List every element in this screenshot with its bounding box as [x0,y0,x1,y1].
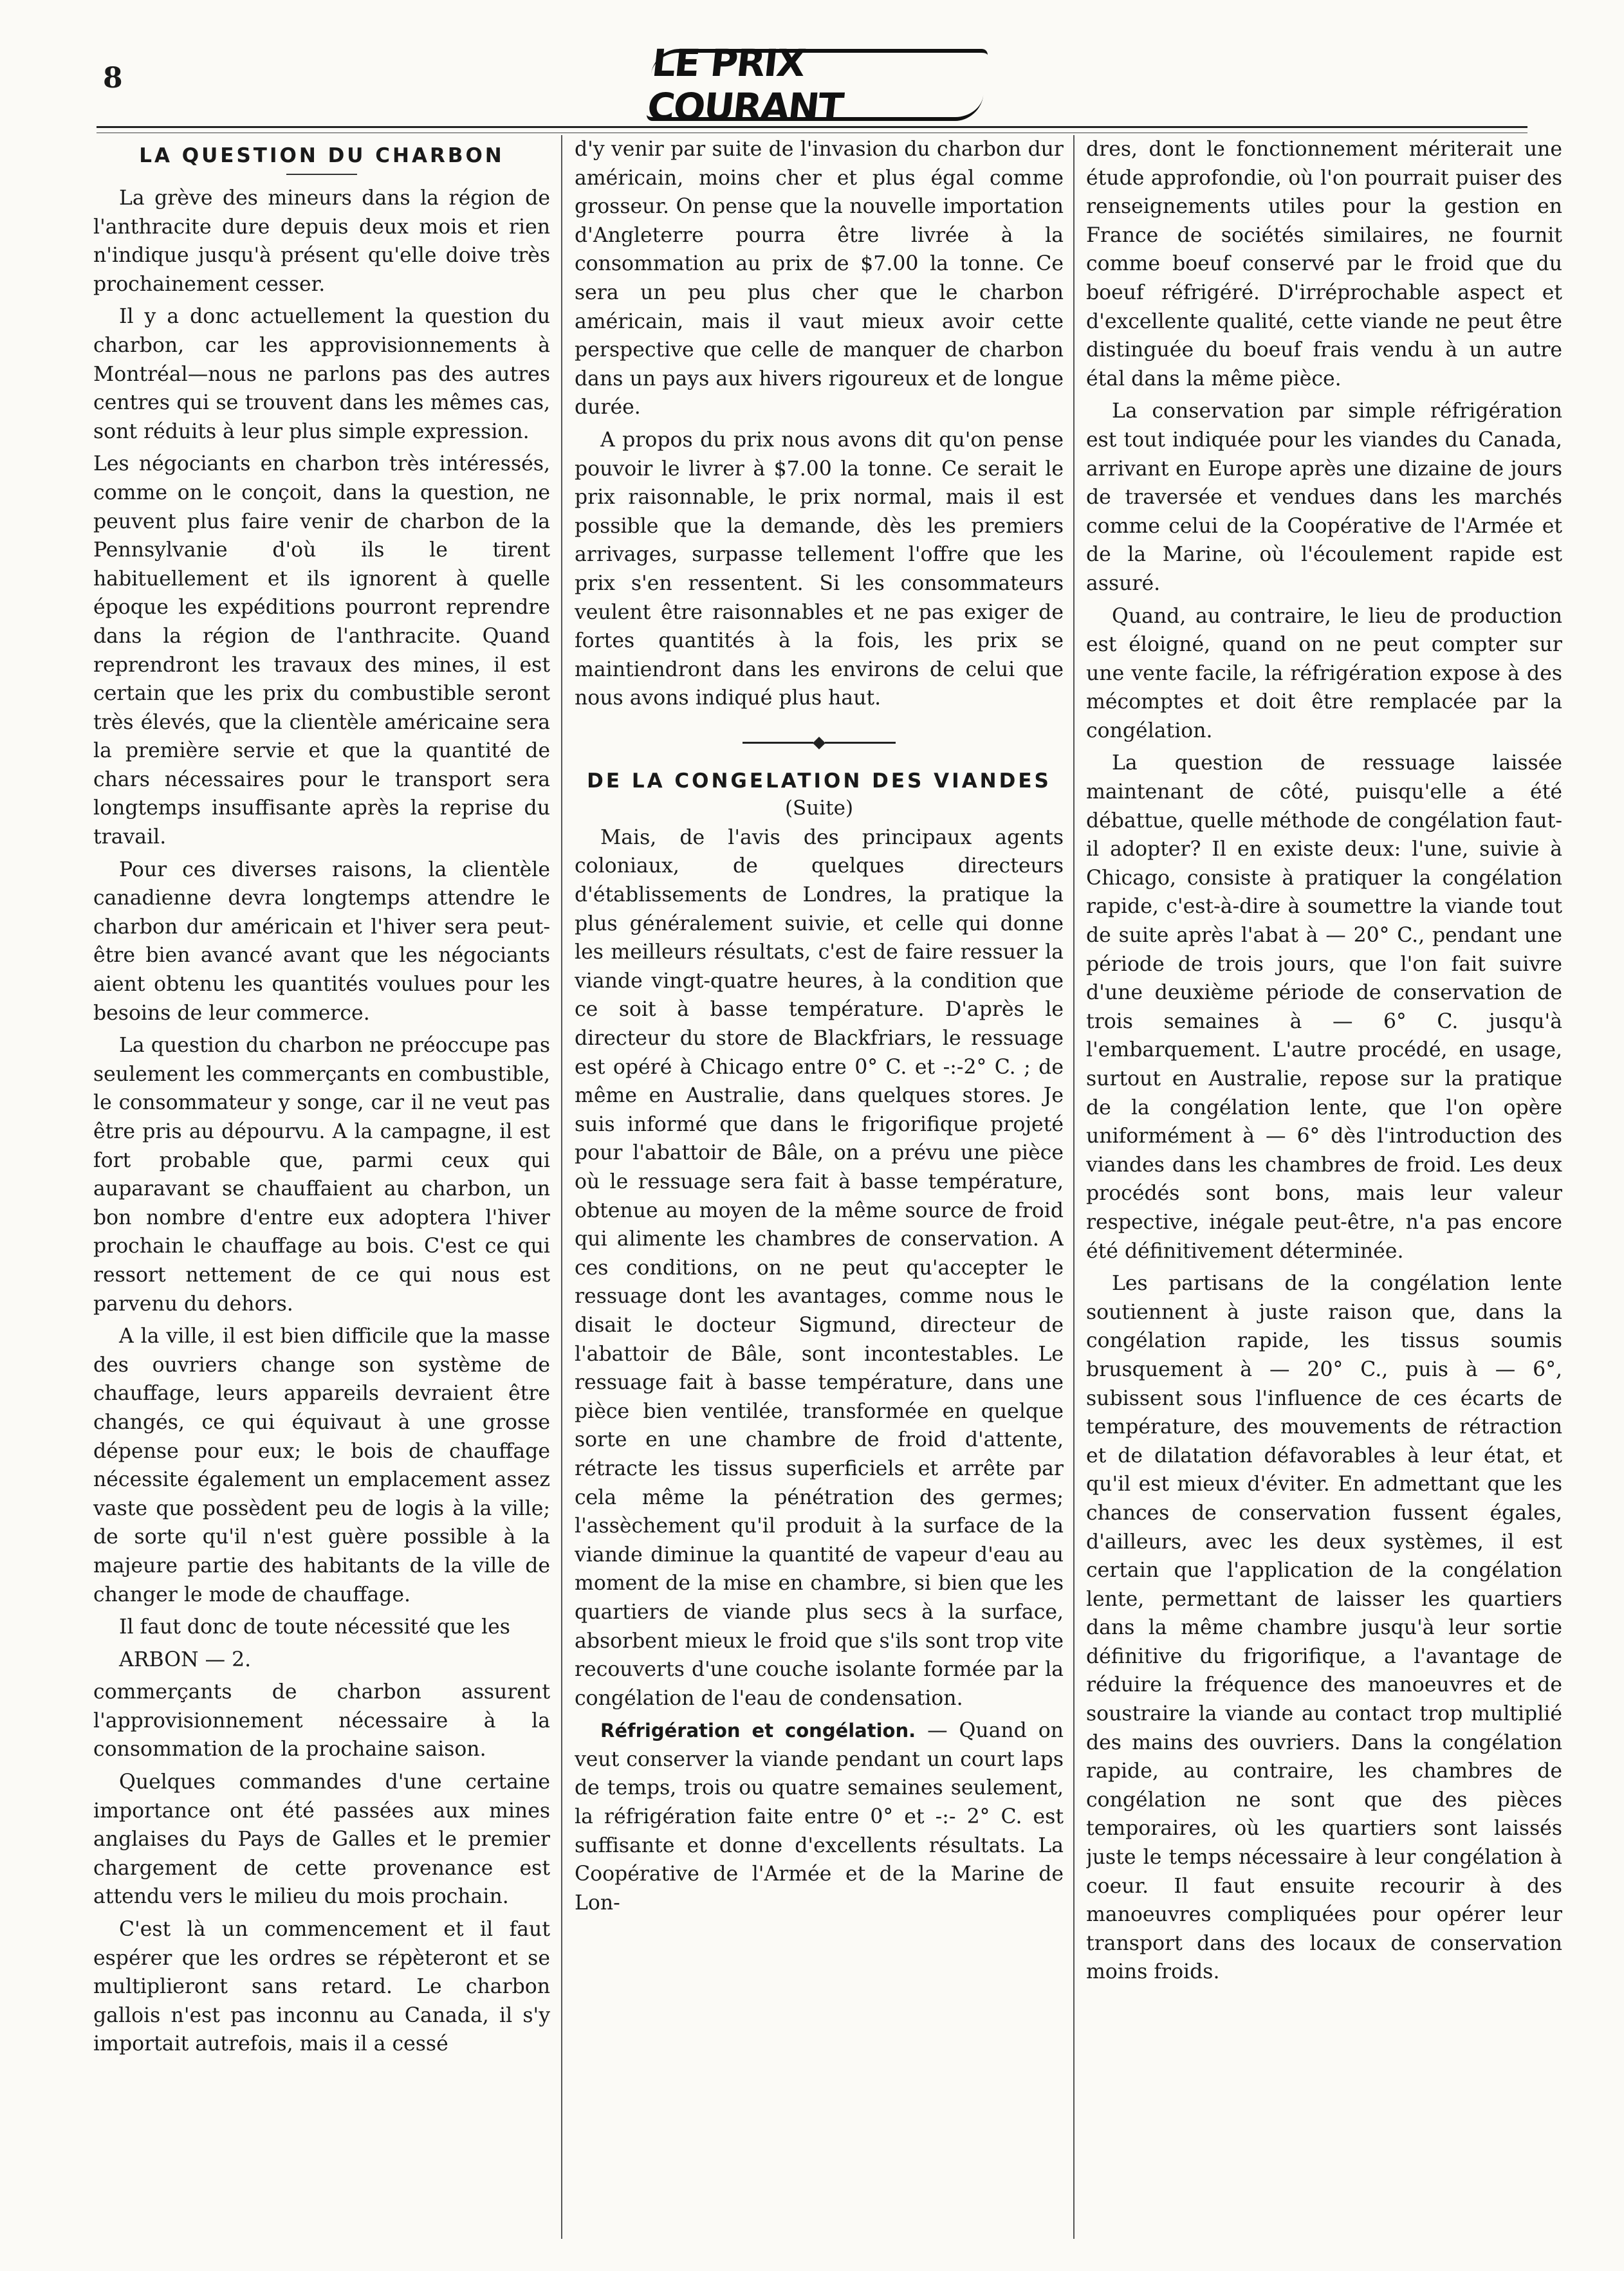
column-divider [561,135,562,2239]
paragraph: commerçants de charbon assurent l'approvisionnement nécessaire à la consommation de la prochaine saison. [93,1680,550,1761]
article-subtitle: (Suite) [784,796,854,820]
paragraph: Pour ces diverses raisons, la clientèle canadienne devra longtemps attendre le charbon dur américain et l'hiver sera peut-être bien avancé avant que les négociants aient obtenu les quantités voulues pour les besoins de leur commerce. [93,858,550,1025]
masthead-logo: LE PRIX COURANT [646,49,988,121]
column-left [93,135,550,2239]
paragraph: Il y a donc actuellement la question du charbon, car les approvisionnements à Montréal—nous ne parlons pas des autres centres qui se trouvent dans les mêmes cas, sont réduits à leur plus simple expression. [93,305,550,443]
paragraph: La question de ressuage laissée maintenant de côté, puisqu'elle a été débattue, quelle méthode de congélation faut-il adopter? Il en existe deux: l'une, suivie à Chicago, consiste à pratiquer la congélation rapide, c'est-à-dire à soumettre la viande tout de suite après l'abat à — 20° C., pendant une période de trois jours, que l'on fait suivre d'une deuxième période de conservation de trois semaines à — 6° C. jusqu'à l'embarquement. L'autre procédé, en usage, surtout en Australie, repose sur la pratique de la congélation lente, que l'on opère uniformément à — 6° dès l'introduction des viandes dans les chambres de froid. Les deux procédés sont bons, mais leur valeur respective, inégale peut-être, n'a pas encore été définitivement déterminée. [1086,751,1562,1263]
title-rule [286,174,357,175]
paragraph: A la ville, il est bien difficile que la masse des ouvriers change son système de chauffage, leurs appareils devraient être changés, ce qui équivaut à une grosse dépense pour eux; le bois de chauffage nécessite également un emplacement assez vaste que possèdent peu de logis à la ville; de sorte qu'il n'est guère possible à la majeure partie des habitants de la ville de changer le mode de chauffage. [93,1325,550,1606]
paragraph: La conservation par simple réfrigération est tout indiquée pour les viandes du Canada, arrivant en Europe après une dizaine de jours de traversée et vendues dans les marchés comme celui de la Coopérative de l'Armée et de la Marine, où l'écoulement rapide est assuré. [1086,400,1562,595]
paragraph: A propos du prix nous avons dit qu'on pense pouvoir le livrer à $7.00 la tonne. Ce serait le prix raisonnable, le prix normal, mais il est possible que la demande, dès les premiers arrivages, surpasse tellement l'offre que les prix s'en ressentent. Si les consommateurs veulent être raisonnables et ne pas exiger de fortes quantités à la fois, les prix se maintiendront dans les environs de celui que nous avons indiqué plus haut. [575,428,1064,710]
paragraph [575,1716,1064,1917]
paragraph: Quelques commandes d'une certaine importance ont été passées aux mines anglaises du Pays de Galles et le premier chargement de cette provenance est attendu vers le milieu du mois prochain. [93,1770,550,1909]
paragraph: dres, dont le fonctionnement mériterait une étude approfondie, où l'on pourrait puiser des renseignements utiles pour la gestion en France de sociétés similaires, ne fournit comme boeuf conservé par le froid que du boeuf réfrigéré. D'irréprochable aspect et d'excellente qualité, cette viande ne peut être distinguée du boeuf frais vendu à un autre étal dans la même pièce. [1086,138,1562,391]
paragraph: C'est là un commencement et il faut espérer que les ordres se répèteront et se multiplieront sans retard. Le charbon gallois n'est pas inconnu au Canada, il s'y importait autrefois, mais il a cessé [93,1918,550,2056]
misprint-line: ARBON — 2. [119,1648,252,1671]
column-divider [1073,135,1075,2239]
paragraph: d'y venir par suite de l'invasion du charbon dur américain, moins cher et plus égal comme grosseur. On pense que la nouvelle importation d'Angleterre pourra être livrée à la consommation au prix de $7.00 la tonne. Ce sera un peu plus cher que le charbon américain, mais il vaut mieux avoir cette perspective que celle de manquer de charbon dans un pays aux hivers rigoureux et de longue durée. [575,138,1064,419]
article-title: LA QUESTION DU CHARBON [139,144,504,167]
paragraph: La grève des mineurs dans la région de l'anthracite dure depuis deux mois et rien n'indique jusqu'à présent qu'elle doive très prochainement cesser. [93,187,550,296]
paragraph: Les partisans de la congélation lente soutiennent à juste raison que, dans la congélation rapide, les tissus soumis brusquement à — 20° C., puis à — 6°, subissent sous l'influence de ces écarts de température, des mouvements de rétraction et de dilatation défavorables à leur état, et qu'il est mieux d'éviter. En admettant que les chances de conservation fussent égales, d'ailleurs, avec les deux systèmes, il est certain que l'application de la congélation lente, permettant de laisser les quartiers dans la même chambre jusqu'à leur sortie définitive du frigorifique, a l'avantage de réduire la fréquence des manoeuvres et de soustraire la viande au contact trop multiplié des mains des ouvriers. Dans la congélation rapide, au contraire, les chambres de congélation ne sont que des pièces temporaires, où les quartiers sont laissés juste le temps nécessaire à leur congélation à coeur. Il faut ensuite recourir à des manoeuvres compliquées pour opérer leur transport dans des locaux de conservation moins froids. [1086,1272,1562,1984]
page-number: 8 [103,62,123,95]
column-right [1086,135,1562,2239]
paragraph: La question du charbon ne préoccupe pas seulement les commerçants en combustible, le consommateur y songe, car il ne veut pas être pris au dépourvu. A la campagne, il est fort probable que, parmi ceux qui auparavant se chauffaient au charbon, un bon nombre d'entre eux adoptera l'hiver prochain le chauffage au bois. C'est ce qui ressort nettement de ce qui nous est parvenu du dehors. [93,1034,550,1316]
paragraph: Quand, au contraire, le lieu de production est éloigné, quand on ne peut compter sur une vente facile, la réfrigération expose à des mécomptes et doit être remplacée par la congélation. [1086,604,1562,742]
paragraph: Les négociants en charbon très intéressés, comme on le conçoit, dans la question, ne peuvent plus faire venir de charbon de la Pennsylvanie d'où ils le tirent habituellement et ils ignorent à quelle époque les expéditions pourront reprendre dans la région de l'anthracite. Quand reprendront les travaux des mines, il est certain que les prix du combustible seront très élevés, que la clientèle américaine sera la première servie et que la quantité de chars nécessaires pour le transport sera longtemps insuffisante après la reprise du travail. [93,452,550,849]
header-rule [97,126,1527,133]
runin-text: — Quand on veut conserver la viande pendant un court laps de temps, trois ou quatre semaines seulement, la réfrigération faite entre 0° et -:- 2° C. est suffisante et donne d'excellents résultats. La Coopérative de l'Armée et de la Marine de Lon- [575,1719,1064,1915]
article-title: DE LA CONGELATION DES VIANDES [587,769,1051,793]
column-middle [575,135,1064,2239]
section-ornament [575,739,1064,748]
paragraph: Mais, de l'avis des principaux agents coloniaux, de quelques directeurs d'établissements de Londres, la pratique la plus généralement suivie, et celle qui donne les meilleurs résultats, c'est de faire ressuer la viande vingt-quatre heures, à la condition que ce soit à basse température. D'après le directeur du store de Blackfriars, le ressuage est opéré à Chicago entre 0° C. et -:-2° C. ; de même en Australie, dans quelques stores. Je suis informé que dans le frigorifique projeté pour l'abattoir de Bâle, on a prévu une pièce où le ressuage sera fait à basse température, obtenue au moyen de la même source de froid qui alimente les chambres de conservation. A ces conditions, on ne peut qu'accepter le ressuage dont les avantages, comme nous le disait le docteur Sigmund, directeur de l'abattoir de Bâle, sont incontestables. Le ressuage fait à basse température, dans une pièce bien ventilée, transformée en quelque sorte en une chambre de froid d'attente, rétracte les tissus superficiels et arrête par cela même la pénétration des germes; l'assèchement qu'il produit à la surface de la viande diminue la quantité de vapeur d'eau au moment de la mise en chambre, si bien que les quartiers de viande plus secs à la surface, absorbent mieux le froid que s'ils sont trop vite recouverts d'une couche isolante formée par la congélation de l'eau de condensation. [575,825,1064,1710]
runin-heading: Réfrigération et congélation. [600,1720,916,1742]
paragraph: Il faut donc de toute nécessité que les [119,1615,510,1639]
